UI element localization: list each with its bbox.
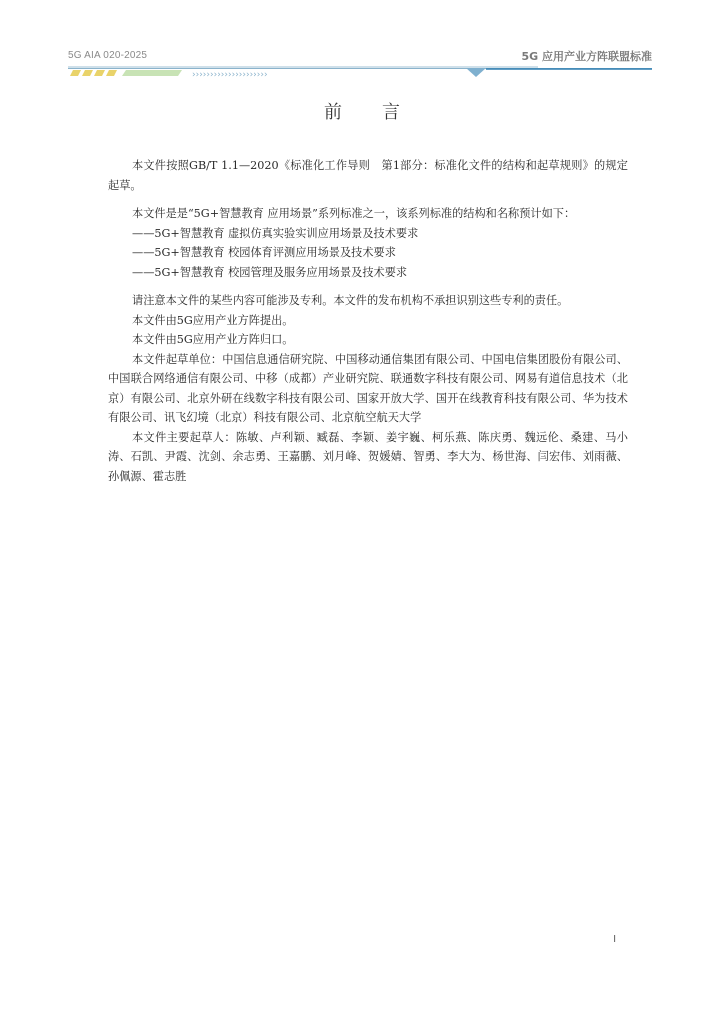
paragraph-drafters: 本文件主要起草人：陈敏、卢利颖、臧磊、李颖、姜宇巍、柯乐燕、陈庆勇、魏远伦、桑建、马小涛、石凯、尹霞、沈剑、余志勇、王嘉鹏、刘月峰、贺媛婧、智勇、李大为、杨世海、闫宏伟、刘雨薇、孙佩源、霍志胜 <box>108 430 628 483</box>
paragraph-proposer: 本文件由5G应用产业方阵提出。 <box>132 313 294 327</box>
header-band-light <box>68 66 538 68</box>
paragraph-drafting-units: 本文件起草单位：中国信息通信研究院、中国移动通信集团有限公司、中国电信集团股份有限公司、中国联合网络通信有限公司、中移（成都）产业研究院、联通数字科技有限公司、网易有道信息技术（北京）有限公司、北京外研在线数字科技有限公司、国家开放大学、国开在线教育科技有限公司、华为技术有限公司、讯飞幻境（北京）科技有限公司、北京航空航天大学 <box>108 352 628 424</box>
series-item: ——5G+智慧教育 校园管理及服务应用场景及技术要求 <box>132 265 408 279</box>
foreword-body <box>108 156 628 486</box>
organization-standard-label: 5G 应用产业方阵联盟标准 <box>521 50 652 63</box>
series-item: ——5G+智慧教育 虚拟仿真实验实训应用场景及技术要求 <box>132 226 419 240</box>
yellow-stripe-icon <box>70 70 117 76</box>
page-title <box>0 98 724 124</box>
title-char-1: 前 <box>324 102 342 123</box>
paragraph-drafting-rule: 本文件按照GB/T 1.1—2020《标准化工作导则 第1部分：标准化文件的结构和起草规则》的规定起草。 <box>108 159 628 192</box>
document-code: 5G AIA 020-2025 <box>68 50 148 61</box>
paragraph-patent-notice: 请注意本文件的某些内容可能涉及专利。本文件的发布机构不承担识别这些专利的责任。 <box>132 294 569 307</box>
green-stripe-icon <box>122 70 182 76</box>
triangle-marker-icon <box>466 68 486 77</box>
arrow-decoration: ››››››››››››››››››››› <box>192 70 268 80</box>
paragraph-series-intro: 本文件是是“5G+智慧教育 应用场景”系列标准之一，该系列标准的结构和名称预计如下： <box>132 207 576 220</box>
series-item: ——5G+智慧教育 校园体育评测应用场景及技术要求 <box>132 246 396 259</box>
header-decoration <box>68 62 652 82</box>
page-number: I <box>613 934 616 945</box>
paragraph-centralized: 本文件由5G应用产业方阵归口。 <box>132 333 294 346</box>
title-char-2: 言 <box>382 102 400 123</box>
